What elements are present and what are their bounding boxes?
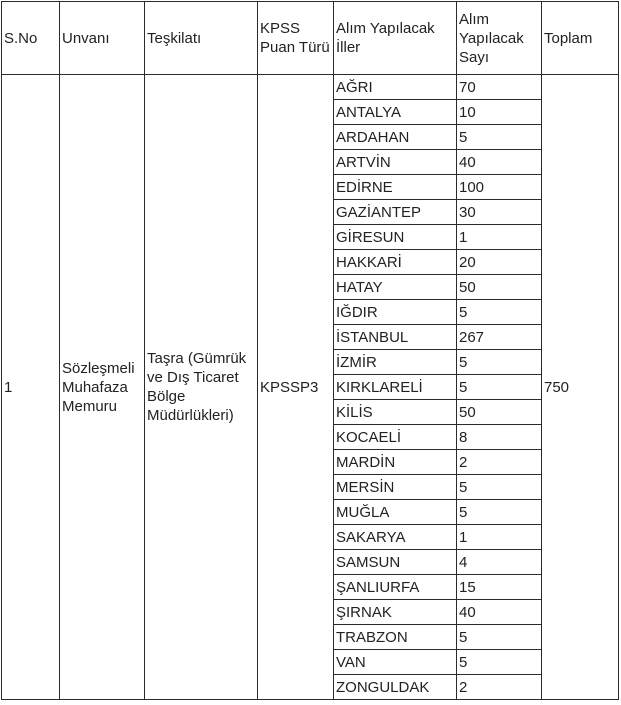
city-name-cell: ZONGULDAK	[334, 675, 457, 700]
city-name-cell: GAZİANTEP	[334, 200, 457, 225]
kpss-cell: KPSSP3	[258, 75, 334, 700]
city-name-cell: MERSİN	[334, 475, 457, 500]
city-count-cell: 70	[457, 75, 542, 100]
header-teskilati: Teşkilatı	[145, 2, 258, 75]
city-name-cell: KIRKLARELİ	[334, 375, 457, 400]
city-name-cell: IĞDIR	[334, 300, 457, 325]
city-count-cell: 267	[457, 325, 542, 350]
sno-cell: 1	[2, 75, 60, 700]
city-count-cell: 1	[457, 525, 542, 550]
city-count-cell: 5	[457, 625, 542, 650]
city-count-cell: 5	[457, 650, 542, 675]
header-toplam: Toplam	[542, 2, 619, 75]
table-row	[2, 75, 619, 100]
city-count-cell: 30	[457, 200, 542, 225]
unvani-cell: Sözleşmeli Muhafaza Memuru	[60, 75, 145, 700]
city-count-cell: 5	[457, 375, 542, 400]
city-name-cell: KOCAELİ	[334, 425, 457, 450]
city-name-cell: İZMİR	[334, 350, 457, 375]
city-name-cell: VAN	[334, 650, 457, 675]
city-name-cell: ŞIRNAK	[334, 600, 457, 625]
city-name-cell: AĞRI	[334, 75, 457, 100]
city-count-cell: 20	[457, 250, 542, 275]
city-name-cell: EDİRNE	[334, 175, 457, 200]
city-name-cell: ARTVİN	[334, 150, 457, 175]
table-body	[2, 75, 619, 700]
city-count-cell: 50	[457, 275, 542, 300]
total-cell: 750	[542, 75, 619, 700]
city-count-cell: 2	[457, 675, 542, 700]
city-name-cell: KİLİS	[334, 400, 457, 425]
city-count-cell: 40	[457, 600, 542, 625]
city-name-cell: ANTALYA	[334, 100, 457, 125]
city-count-cell: 5	[457, 300, 542, 325]
city-count-cell: 100	[457, 175, 542, 200]
header-row	[2, 2, 619, 75]
city-count-cell: 4	[457, 550, 542, 575]
header-kpss-puan-turu: KPSS Puan Türü	[258, 2, 334, 75]
header-sno: S.No	[2, 2, 60, 75]
city-name-cell: ŞANLIURFA	[334, 575, 457, 600]
city-name-cell: HATAY	[334, 275, 457, 300]
city-name-cell: SAKARYA	[334, 525, 457, 550]
header-alim-yapilacak-sayi: Alım Yapılacak Sayı	[457, 2, 542, 75]
city-name-cell: MARDİN	[334, 450, 457, 475]
city-name-cell: GİRESUN	[334, 225, 457, 250]
city-name-cell: SAMSUN	[334, 550, 457, 575]
recruitment-quota-table	[1, 1, 619, 700]
city-count-cell: 50	[457, 400, 542, 425]
city-count-cell: 5	[457, 500, 542, 525]
city-name-cell: ARDAHAN	[334, 125, 457, 150]
header-unvani: Unvanı	[60, 2, 145, 75]
teskilati-cell: Taşra (Gümrük ve Dış Ticaret Bölge Müdürlükleri)	[145, 75, 258, 700]
city-count-cell: 2	[457, 450, 542, 475]
city-count-cell: 1	[457, 225, 542, 250]
header-alim-yapilacak-iller: Alım Yapılacak İller	[334, 2, 457, 75]
city-count-cell: 40	[457, 150, 542, 175]
city-name-cell: TRABZON	[334, 625, 457, 650]
city-count-cell: 5	[457, 125, 542, 150]
city-count-cell: 8	[457, 425, 542, 450]
city-name-cell: MUĞLA	[334, 500, 457, 525]
city-count-cell: 15	[457, 575, 542, 600]
city-count-cell: 5	[457, 350, 542, 375]
city-name-cell: HAKKARİ	[334, 250, 457, 275]
city-count-cell: 5	[457, 475, 542, 500]
city-count-cell: 10	[457, 100, 542, 125]
city-name-cell: İSTANBUL	[334, 325, 457, 350]
